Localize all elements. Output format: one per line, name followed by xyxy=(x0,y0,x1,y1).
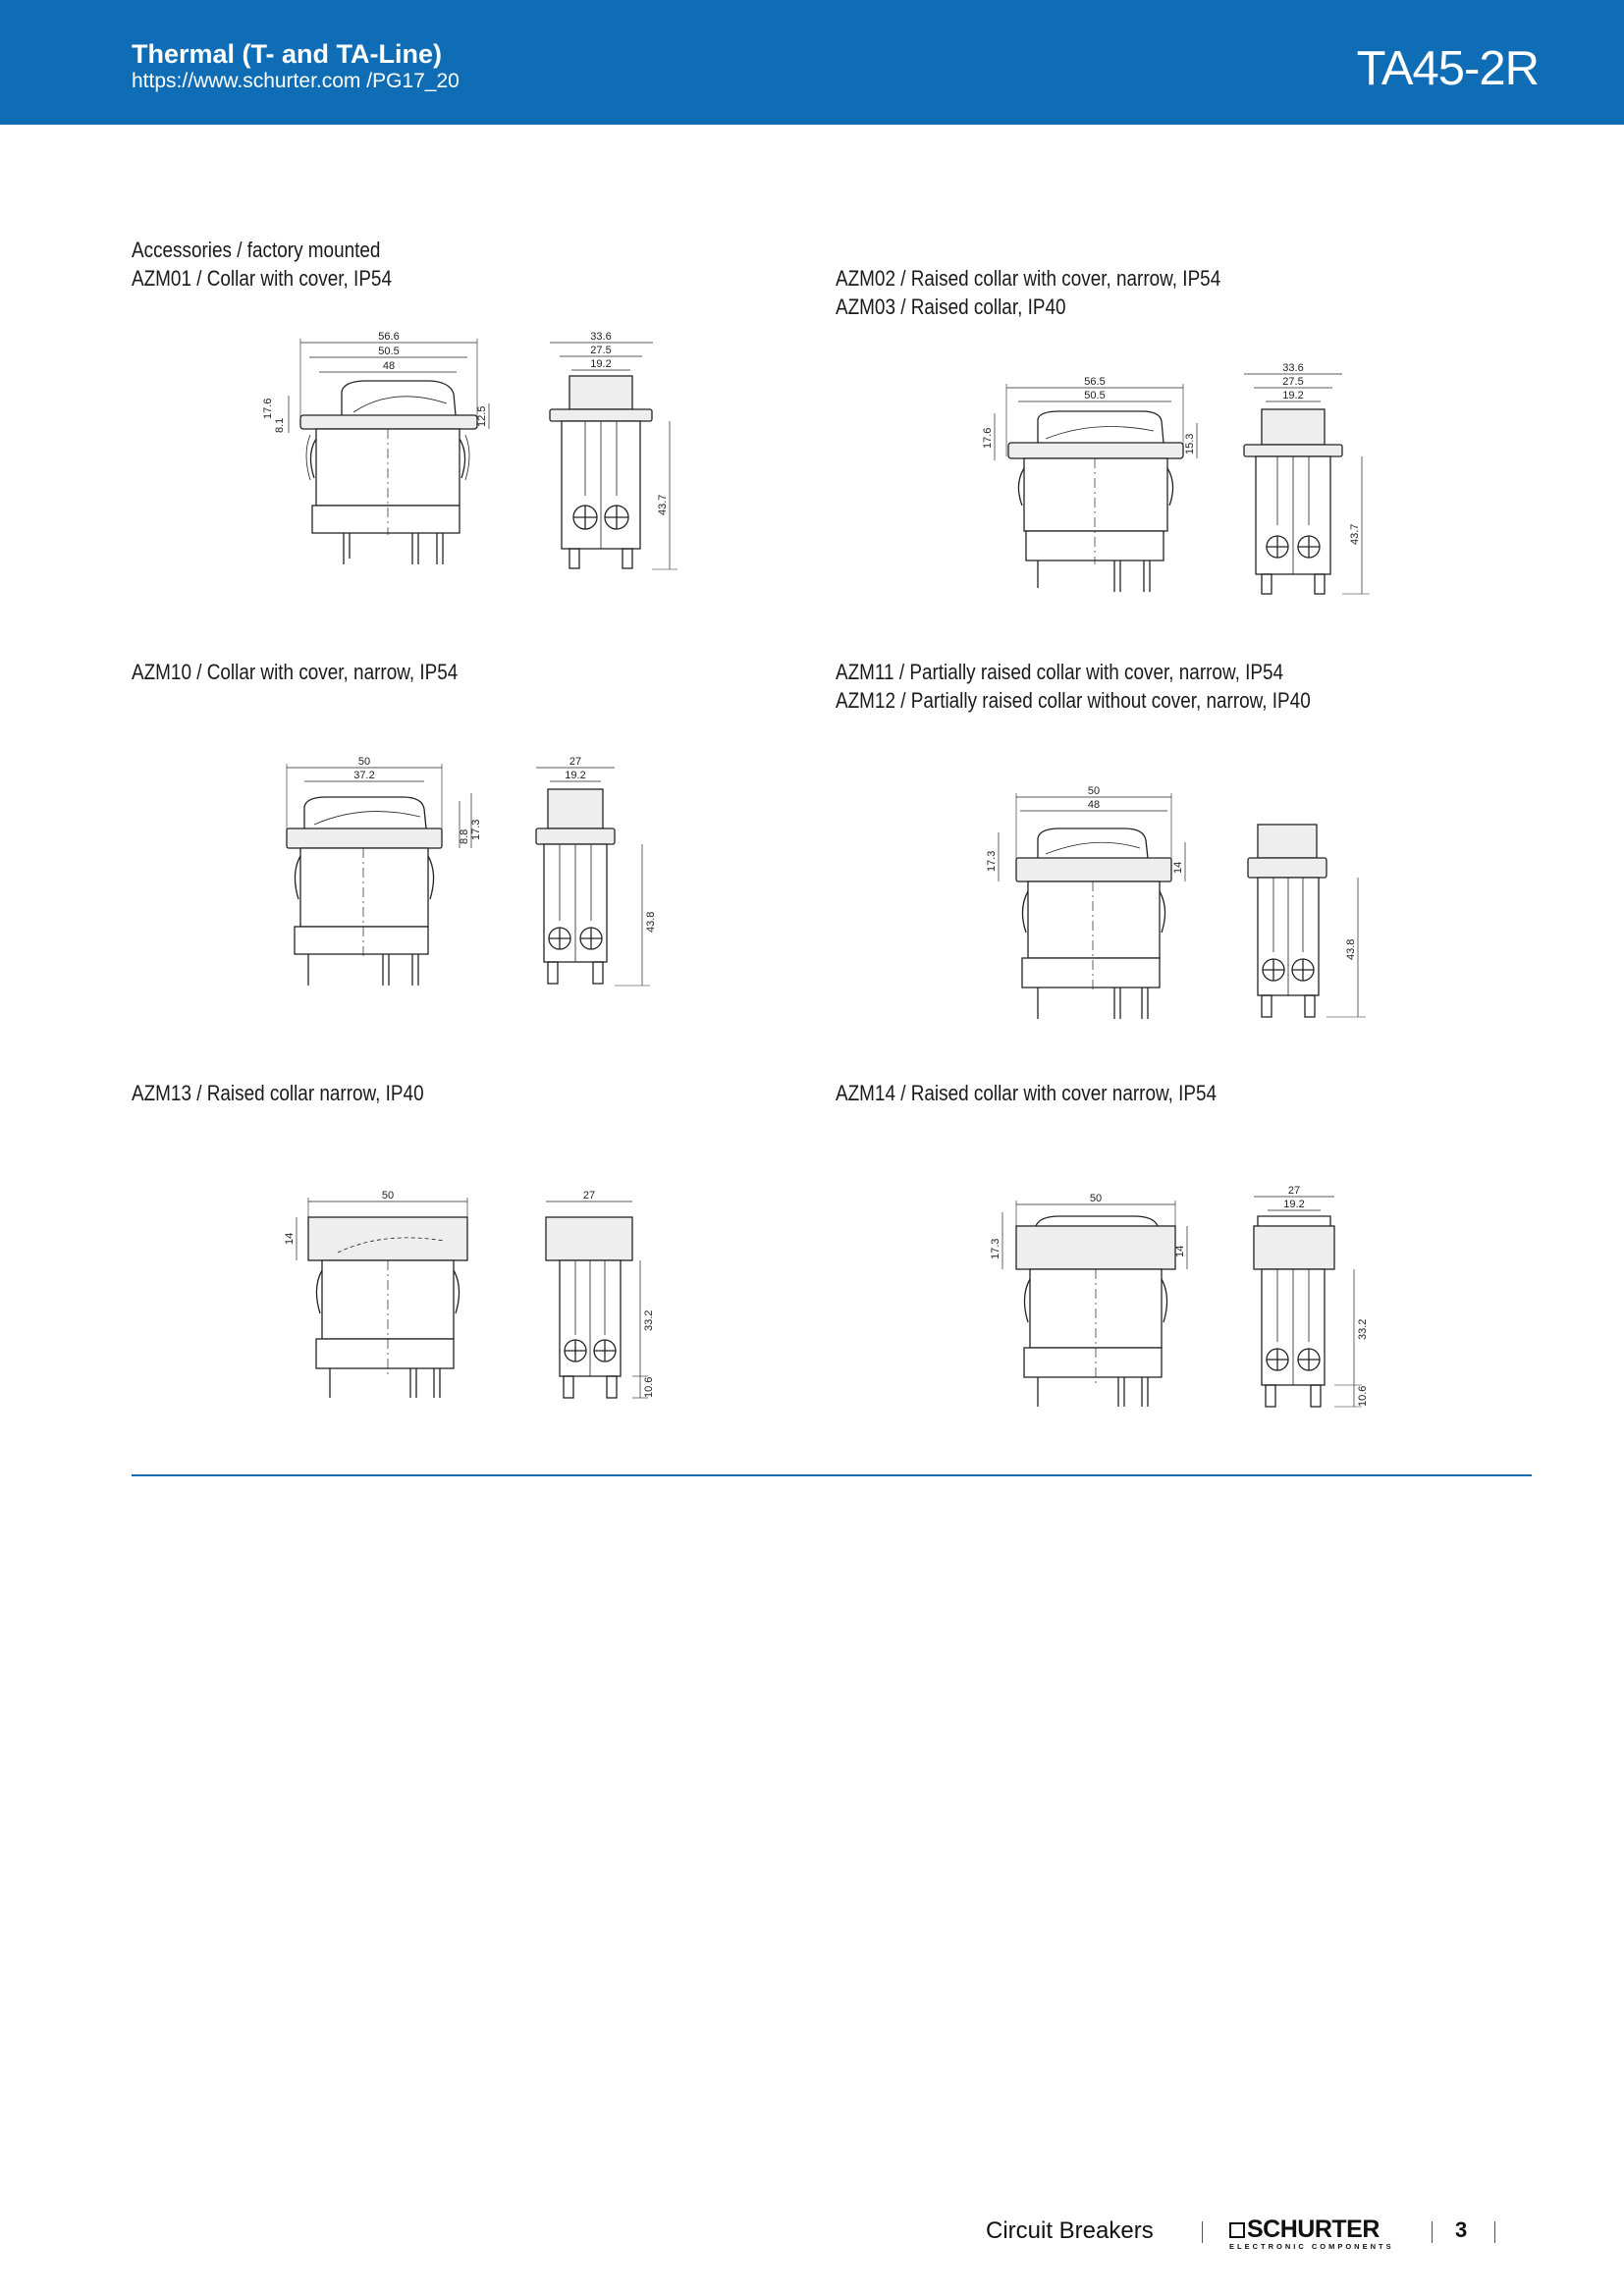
azm14-side-view xyxy=(1254,1197,1362,1407)
azm14-dim-h1: 17.3 xyxy=(990,1238,1001,1259)
azm03-caption: AZM03 / Raised collar, IP40 xyxy=(836,294,1066,319)
azm01-dim-w2: 50.5 xyxy=(378,346,400,357)
azm10-side-view xyxy=(536,768,650,986)
azm01-dim-s3: 19.2 xyxy=(590,358,612,370)
azm11-front-view xyxy=(999,793,1185,1019)
header-title: Thermal (T- and TA-Line) xyxy=(132,39,442,69)
azm14-dim-depth2: 10.6 xyxy=(1357,1385,1369,1407)
azm14-dim-w1: 50 xyxy=(1089,1193,1103,1204)
footer-divider-2 xyxy=(1432,2221,1433,2243)
azm14-dim-s1: 27 xyxy=(1287,1185,1301,1197)
azm10-drawing xyxy=(265,754,677,994)
azm11-dim-depth: 43.8 xyxy=(1345,938,1357,960)
azm10-dim-s1: 27 xyxy=(568,756,582,768)
azm10-dim-w2: 37.2 xyxy=(353,770,375,781)
header-url[interactable]: https://www.schurter.com /PG17_20 xyxy=(132,70,460,92)
azm02-dim-w1: 56.5 xyxy=(1084,376,1106,388)
azm14-dim-depth1: 33.2 xyxy=(1357,1318,1369,1340)
azm13-dim-depth1: 33.2 xyxy=(643,1309,655,1331)
azm01-dim-s2: 27.5 xyxy=(590,345,612,356)
product-code: TA45-2R xyxy=(1356,42,1539,95)
azm01-side-view xyxy=(550,343,677,569)
azm10-dim-h2: 17.3 xyxy=(470,819,482,840)
azm14-dim-h2: 14 xyxy=(1174,1245,1186,1257)
azm01-dim-h2: 8.1 xyxy=(274,417,286,433)
azm02-caption: AZM02 / Raised collar with cover, narrow, IP54 xyxy=(836,266,1221,291)
azm01-caption: AZM01 / Collar with cover, IP54 xyxy=(132,266,392,291)
azm01-drawing xyxy=(245,329,677,579)
azm11-drawing xyxy=(977,783,1389,1029)
azm11-dim-h1: 17.3 xyxy=(986,850,998,872)
azm02-dim-h1: 17.6 xyxy=(982,427,994,449)
azm14-dim-s2: 19.2 xyxy=(1283,1199,1305,1210)
azm13-front-view xyxy=(297,1198,467,1398)
footer-divider-1 xyxy=(1202,2221,1203,2243)
azm10-dim-depth: 43.8 xyxy=(645,911,657,933)
azm01-front-view xyxy=(289,339,489,564)
azm01-dim-h3: 12.5 xyxy=(476,405,488,427)
azm10-caption: AZM10 / Collar with cover, narrow, IP54 xyxy=(132,660,459,684)
azm13-drawing xyxy=(275,1188,687,1404)
azm14-drawing xyxy=(977,1183,1389,1418)
azm02-dim-w2: 50.5 xyxy=(1084,390,1106,401)
azm13-side-view xyxy=(546,1201,648,1398)
azm10-front-view xyxy=(287,764,471,986)
azm01-dim-h1: 17.6 xyxy=(262,398,274,419)
azm02-dim-depth: 43.7 xyxy=(1349,523,1361,545)
azm14-caption: AZM14 / Raised collar with cover narrow, IP54 xyxy=(836,1081,1218,1105)
footer-divider-3 xyxy=(1494,2221,1495,2243)
logo-wordmark: SCHURTER xyxy=(1229,2216,1394,2244)
azm11-dim-w2: 48 xyxy=(1087,799,1101,811)
azm12-caption: AZM12 / Partially raised collar without cover, narrow, IP40 xyxy=(836,688,1311,713)
azm02-dim-s1: 33.6 xyxy=(1282,362,1304,374)
azm02-drawing xyxy=(977,358,1389,604)
azm02-dim-h2: 15.3 xyxy=(1184,433,1196,454)
page-number: 3 xyxy=(1455,2217,1468,2242)
page-header xyxy=(0,0,1624,125)
azm13-caption: AZM13 / Raised collar narrow, IP40 xyxy=(132,1081,424,1105)
azm13-dim-s1: 27 xyxy=(582,1190,596,1201)
azm13-dim-h1: 14 xyxy=(284,1232,296,1245)
azm14-front-view xyxy=(1002,1201,1187,1407)
section-divider xyxy=(132,1474,1532,1476)
azm01-dim-w1: 56.6 xyxy=(378,331,400,343)
azm11-dim-h2: 14 xyxy=(1172,861,1184,874)
azm02-front-view xyxy=(995,384,1197,592)
azm01-dim-s1: 33.6 xyxy=(590,331,612,343)
azm01-dim-depth: 43.7 xyxy=(657,494,669,515)
logo-tagline: ELECTRONIC COMPONENTS xyxy=(1229,2242,1394,2251)
azm11-caption: AZM11 / Partially raised collar with cover, narrow, IP54 xyxy=(836,660,1284,684)
azm10-dim-h1: 8.8 xyxy=(459,828,470,844)
azm01-dim-w3: 48 xyxy=(382,360,396,372)
azm02-side-view xyxy=(1244,374,1370,594)
azm13-dim-w1: 50 xyxy=(381,1190,395,1201)
azm02-dim-s2: 27.5 xyxy=(1282,376,1304,388)
azm11-side-view xyxy=(1248,825,1366,1017)
azm11-dim-w1: 50 xyxy=(1087,785,1101,797)
footer-category: Circuit Breakers xyxy=(986,2217,1154,2244)
intro-caption: Accessories / factory mounted xyxy=(132,238,381,262)
azm02-dim-s3: 19.2 xyxy=(1282,390,1304,401)
azm13-dim-depth2: 10.6 xyxy=(643,1376,655,1398)
azm10-dim-s2: 19.2 xyxy=(565,770,586,781)
logo-square-icon xyxy=(1229,2222,1245,2238)
schurter-logo xyxy=(1229,2216,1394,2251)
azm10-dim-w1: 50 xyxy=(357,756,371,768)
